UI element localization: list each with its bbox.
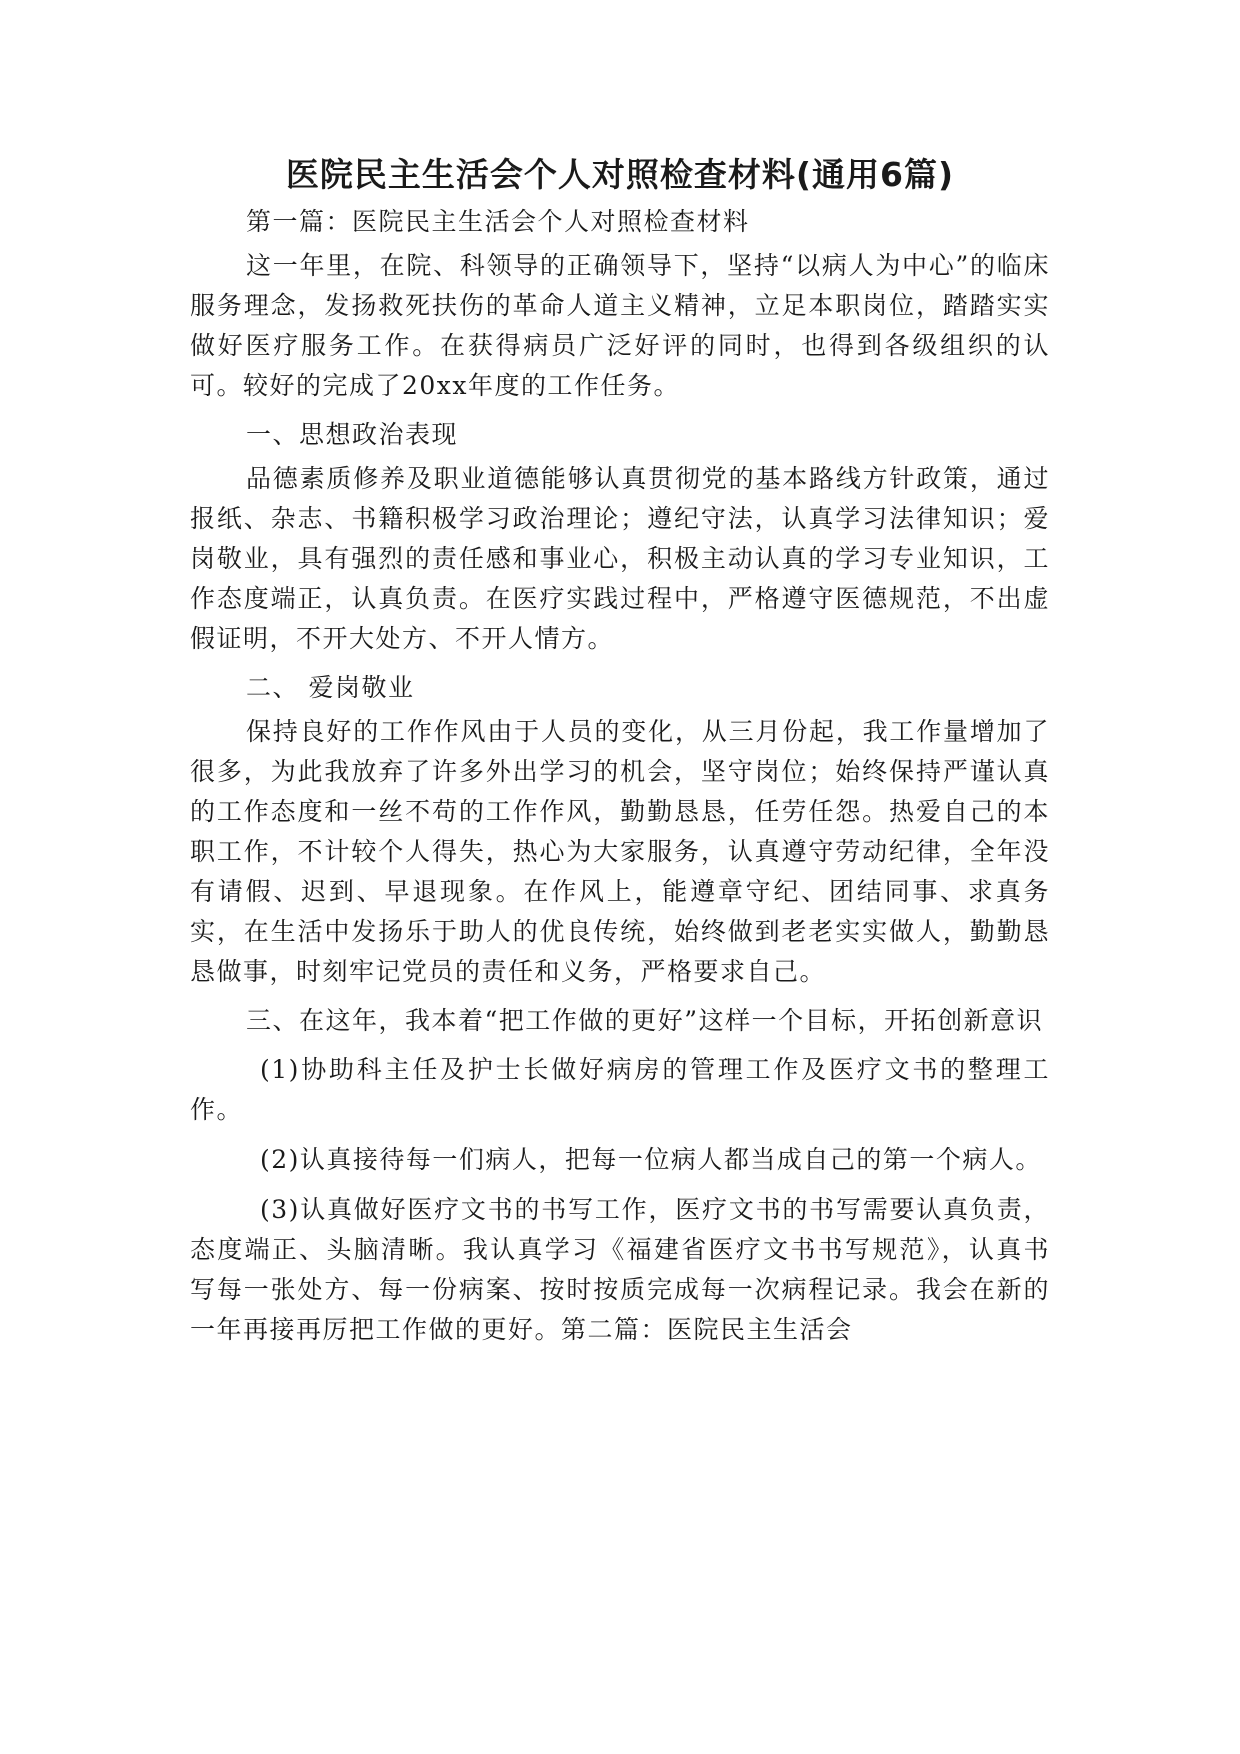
paragraph-political: 品德素质修养及职业道德能够认真贯彻党的基本路线方针政策，通过报纸、杂志、书籍积极学习政治理论；遵纪守法，认真学习法律知识；爱岗敬业，具有强烈的责任感和事业心，积极主动认真的学习专业知识，工作态度端正，认真负责。在医疗实践过程中，严格遵守医德规范，不出虚假证明，不开大处方、不开人情方。 [190,464,1050,653]
list-item-1: (1)协助科主任及护士长做好病房的管理工作及医疗文书的整理工作。 [190,1055,1050,1124]
list-item-2: (2)认真接待每一们病人，把每一位病人都当成自己的第一个病人。 [260,1145,1042,1174]
paragraph-intro: 这一年里，在院、科领导的正确领导下，坚持“以病人为中心”的临床服务理念，发扬救死扶伤的革命人道主义精神，立足本职岗位，踏踏实实做好医疗服务工作。在获得病员广泛好评的同时，也得到各级组织的认可。较好的完成了20xx年度的工作任务。 [190,251,1050,400]
section-heading-political: 一、思想政治表现 [246,420,459,449]
document-page [190,150,1050,1360]
section-heading-dedication: 二、 爱岗敬业 [246,673,415,702]
section-heading-part-one: 第一篇：医院民主生活会个人对照检查材料 [246,207,750,236]
paragraph-dedication: 保持良好的工作作风由于人员的变化，从三月份起，我工作量增加了很多，为此我放弃了许多外出学习的机会，坚守岗位；始终保持严谨认真的工作态度和一丝不苟的工作作风，勤勤恳恳，任劳任怨。热爱自己的本职工作，不计较个人得失，热心为大家服务，认真遵守劳动纪律，全年没有请假、迟到、早退现象。在作风上，能遵章守纪、团结同事、求真务实，在生活中发扬乐于助人的优良传统，始终做到老老实实做人，勤勤恳恳做事，时刻牢记党员的责任和义务，严格要求自己。 [190,717,1050,986]
section-heading-innovation: 三、在这年，我本着“把工作做的更好”这样一个目标，开拓创新意识 [246,1006,1044,1035]
list-item-3: (3)认真做好医疗文书的书写工作，医疗文书的书写需要认真负责，态度端正、头脑清晰。我认真学习《福建省医疗文书书写规范》，认真书写每一张处方、每一份病案、按时按质完成每一次病程记录。我会在新的一年再接再厉把工作做的更好。第二篇：医院民主生活会 [190,1195,1050,1344]
document-title: 医院民主生活会个人对照检查材料(通用6篇) [285,155,955,194]
